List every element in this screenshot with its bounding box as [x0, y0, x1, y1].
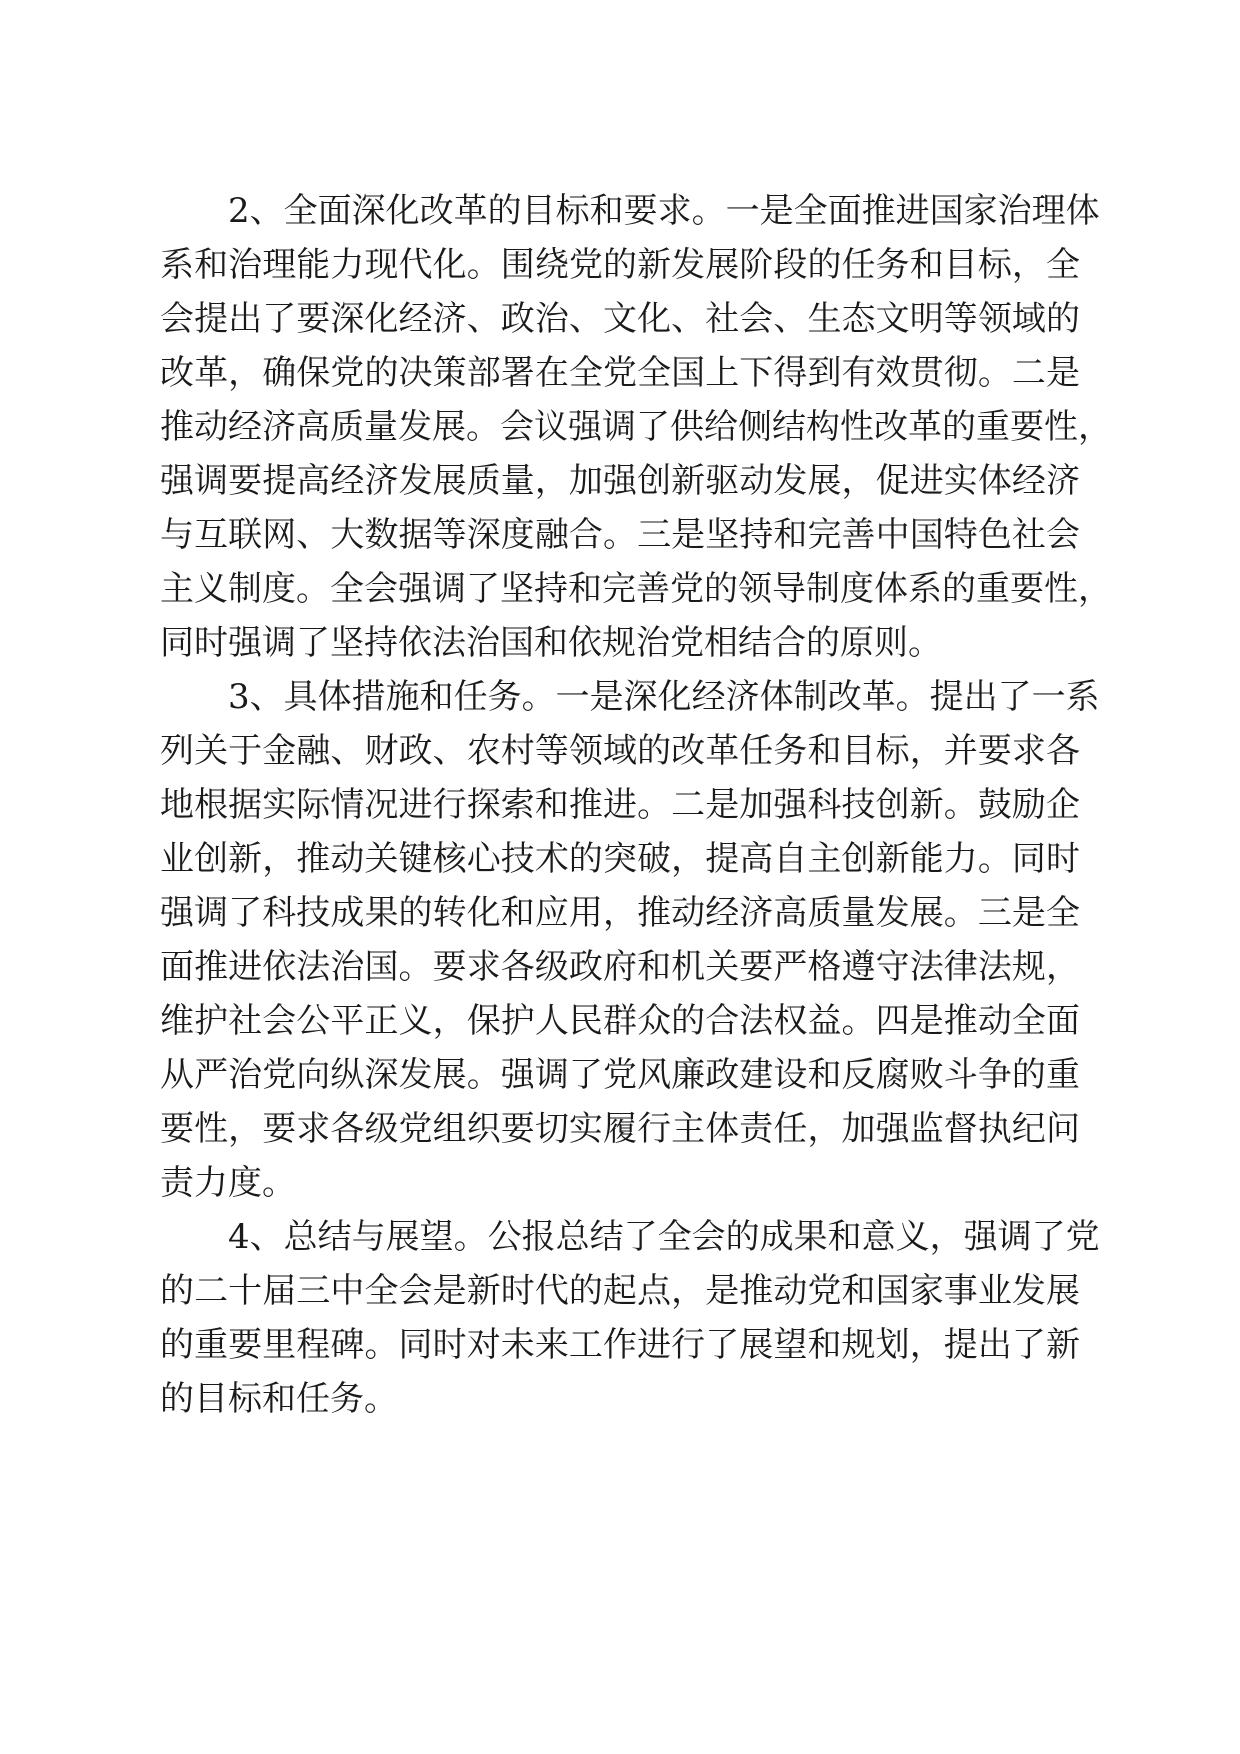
text-line: 的二十届三中全会是新时代的起点，是推动党和国家事业发展: [160, 1271, 1080, 1311]
text-line: 的重要里程碑。同时对未来工作进行了展望和规划，提出了新: [160, 1325, 1080, 1365]
text-line: 改革，确保党的决策部署在全党全国上下得到有效贯彻。二是: [160, 353, 1080, 393]
document-body: [160, 184, 1112, 1426]
paragraph-2-reform-goals: [160, 184, 1112, 670]
text-line: 列关于金融、财政、农村等领域的改革任务和目标，并要求各: [160, 731, 1080, 771]
paragraph-4-summary-outlook: [160, 1210, 1100, 1426]
text-line: 同时强调了坚持依法治国和依规治党相结合的原则。: [160, 623, 942, 663]
text-line: 4、总结与展望。公报总结了全会的成果和意义，强调了党: [228, 1217, 1100, 1257]
text-line: 责力度。: [160, 1163, 296, 1203]
text-line: 3、具体措施和任务。一是深化经济体制改革。提出了一系: [228, 677, 1100, 717]
text-line: 强调了科技成果的转化和应用，推动经济高质量发展。三是全: [160, 893, 1080, 933]
paragraph-3-measures-tasks: [160, 670, 1100, 1210]
text-line: 的目标和任务。: [160, 1379, 398, 1419]
text-line: 面推进依法治国。要求各级政府和机关要严格遵守法律法规，: [160, 947, 1080, 987]
text-line: 维护社会公平正义，保护人民群众的合法权益。四是推动全面: [160, 1001, 1080, 1041]
text-line: 系和治理能力现代化。围绕党的新发展阶段的任务和目标，全: [160, 245, 1080, 285]
text-line: 推动经济高质量发展。会议强调了供给侧结构性改革的重要性，: [160, 407, 1112, 447]
text-line: 业创新，推动关键核心技术的突破，提高自主创新能力。同时: [160, 839, 1080, 879]
text-line: 与互联网、大数据等深度融合。三是坚持和完善中国特色社会: [160, 515, 1080, 555]
text-line: 要性，要求各级党组织要切实履行主体责任，加强监督执纪问: [160, 1109, 1080, 1149]
text-line: 主义制度。全会强调了坚持和完善党的领导制度体系的重要性，: [160, 569, 1112, 609]
text-line: 2、全面深化改革的目标和要求。一是全面推进国家治理体: [228, 191, 1100, 231]
text-line: 会提出了要深化经济、政治、文化、社会、生态文明等领域的: [160, 299, 1080, 339]
text-line: 地根据实际情况进行探索和推进。二是加强科技创新。鼓励企: [160, 785, 1080, 825]
text-line: 从严治党向纵深发展。强调了党风廉政建设和反腐败斗争的重: [160, 1055, 1080, 1095]
text-line: 强调要提高经济发展质量，加强创新驱动发展，促进实体经济: [160, 461, 1080, 501]
